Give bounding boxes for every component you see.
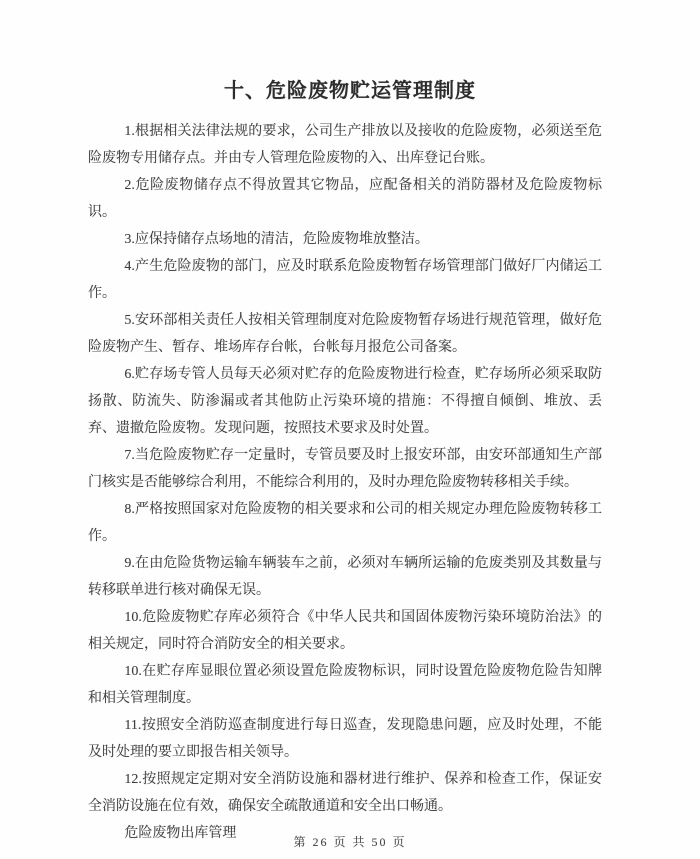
paragraph: 3.应保持储存点场地的清洁，危险废物堆放整洁。 bbox=[124, 232, 429, 247]
paragraph: 4.产生危险废物的部门，应及时联系危险废物暂存场管理部门做好厂内储运工作。 bbox=[88, 259, 602, 301]
paragraph: 7.当危险废物贮存一定量时，专管员要及时上报安环部，由安环部通知生产部门核实是否能够综合利用，不能综合利用的，及时办理危险废物转移相关手续。 bbox=[88, 448, 602, 490]
paragraph: 8.严格按照国家对危险废物的相关要求和公司的相关规定办理危险废物转移工作。 bbox=[88, 502, 602, 544]
page-footer: 第 26 页 共 50 页 bbox=[293, 835, 407, 849]
paragraph: 10.在贮存库显眼位置必须设置危险废物标识，同时设置危险废物危险告知牌和相关管理制度。 bbox=[88, 664, 602, 706]
page-title: 十、危险废物贮运管理制度 bbox=[224, 80, 476, 102]
paragraph-list bbox=[88, 118, 602, 847]
paragraph: 5.安环部相关责任人按相关管理制度对危险废物暂存场进行规范管理，做好危险废物产生、暂存、堆场库存台帐，台帐每月报危公司备案。 bbox=[88, 313, 602, 355]
paragraph: 12.按照规定定期对安全消防设施和器材进行维护、保养和检查工作，保证安全消防设施在位有效，确保安全疏散通道和安全出口畅通。 bbox=[88, 772, 602, 814]
paragraph: 11.按照安全消防巡查制度进行每日巡查，发现隐患问题，应及时处理，不能及时处理的要立即报告相关领导。 bbox=[88, 718, 602, 760]
paragraph: 2.危险废物储存点不得放置其它物品，应配备相关的消防器材及危险废物标识。 bbox=[88, 178, 602, 220]
paragraph: 危险废物出库管理 bbox=[124, 826, 237, 841]
paragraph: 9.在由危险货物运输车辆装车之前，必须对车辆所运输的危废类别及其数量与转移联单进行核对确保无误。 bbox=[88, 556, 602, 598]
paragraph: 6.贮存场专管人员每天必须对贮存的危险废物进行检查，贮存场所必须采取防扬散、防流失、防渗漏或者其他防止污染环境的措施：不得擅自倾倒、堆放、丢弃、遗撤危险废物。发现问题，按照技术要求及时处置。 bbox=[88, 367, 602, 436]
paragraph: 10.危险废物贮存库必须符合《中华人民共和国固体废物污染环境防治法》的相关规定，同时符合消防安全的相关要求。 bbox=[88, 610, 602, 652]
paragraph: 1.根据相关法律法规的要求，公司生产排放以及接收的危险废物，必须送至危险废物专用储存点。并由专人管理危险废物的入、出库登记台账。 bbox=[88, 124, 602, 166]
